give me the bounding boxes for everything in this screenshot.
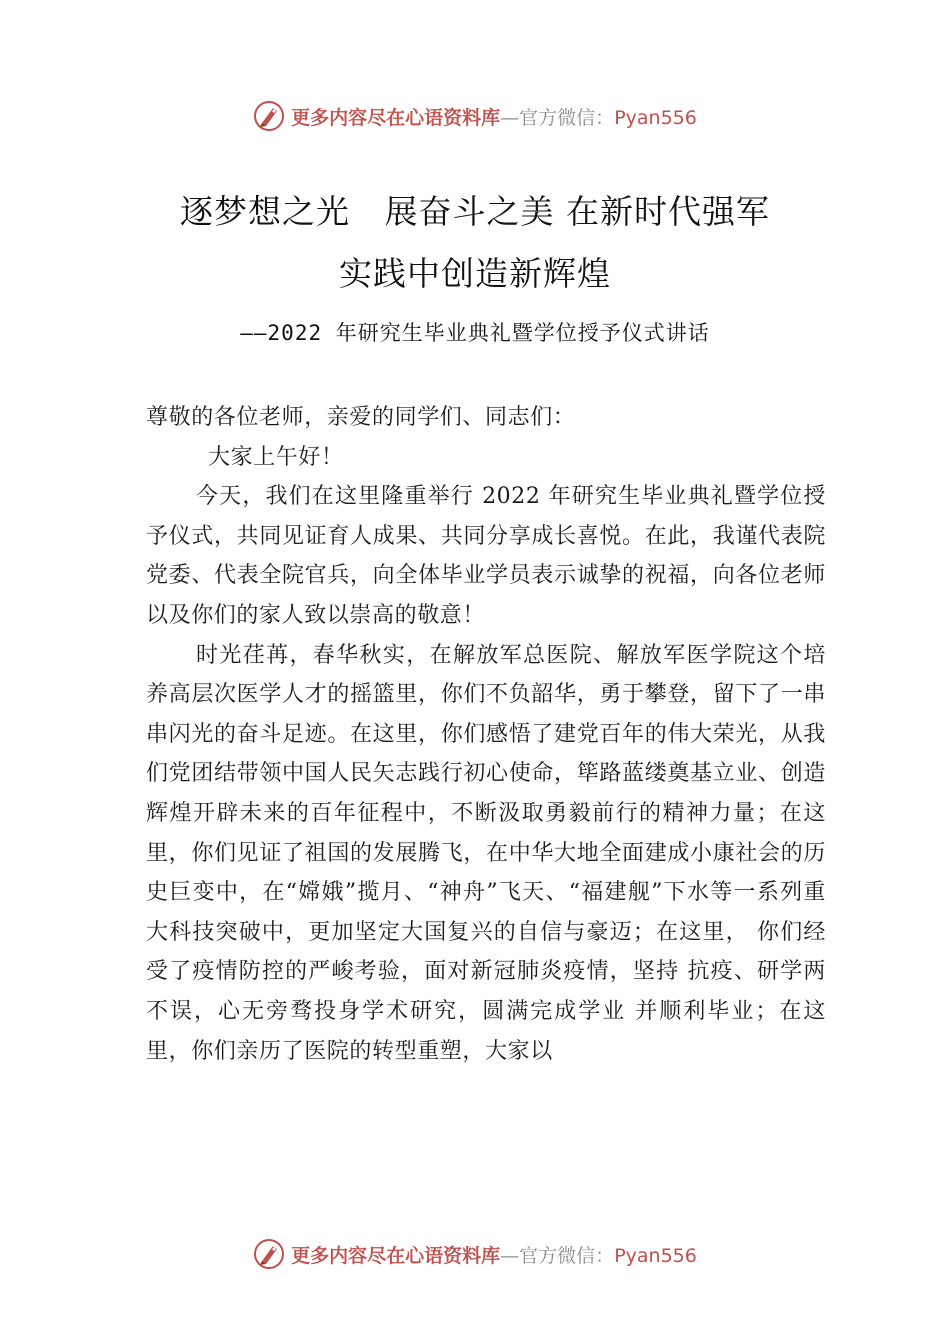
footer-separator-text: —官方微信：	[500, 1244, 615, 1267]
footer-main-text: 更多内容尽在心语资料库	[291, 1244, 501, 1267]
footer-wechat-id: Pyan556	[614, 1244, 697, 1267]
paragraph-1: 今天，我们在这里隆重举行 2022 年研究生毕业典礼暨学位授予仪式，共同见证育人成果、共同分享成长喜悦。在此，我谨代表院党委、代表全院官兵，向全体毕业学员表示诚挚的祝福，向各位老师以及你们的家人致以崇高的敬意！	[146, 484, 826, 628]
document-title-line1: 逐梦想之光 展奋斗之美 在新时代强军	[180, 192, 770, 231]
paragraph-2: 时光荏苒，春华秋实，在解放军总医院、解放军医学院这个培养高层次医学人才的摇篮里，你们不负韶华，勇于攀登，留下了一串串闪光的奋斗足迹。在这里，你们感悟了建党百年的伟大荣光，从我们党团结带领中国人民矢志践行初心使命，筚路蓝缕奠基立业、创造辉煌开辟未来的百年征程中，不断汲取勇毅前行的精神力量；在这里，你们见证了祖国的发展腾飞，在中华大地全面建成小康社会的历史巨变中，在“嫦娥”揽月、“神舟”飞天、“福建舰”下水等一系列重大科技突破中，更加坚定大国复兴的自信与豪迈；在这里， 你们经受了疫情防控的严峻考验，面对新冠肺炎疫情，坚持 抗疫、研学两不误，心无旁骛投身学术研究，圆满完成学业 并顺利毕业；在这里，你们亲历了医院的转型重塑，大家以	[146, 642, 826, 1064]
greeting: 大家上午好！	[208, 444, 344, 470]
footer-banner-text	[291, 1241, 697, 1268]
document-subtitle: ——2022 年研究生毕业典礼暨学位授予仪式讲话	[240, 321, 710, 345]
banner-main-text: 更多内容尽在心语资料库	[291, 106, 501, 129]
pen-nib-logo-icon	[253, 1238, 285, 1270]
footer-banner	[0, 1234, 950, 1274]
header-banner	[0, 96, 950, 136]
banner-separator-text: —官方微信：	[500, 106, 615, 129]
banner-text	[291, 103, 697, 130]
banner-wechat-id: Pyan556	[614, 106, 697, 129]
salutation: 尊敬的各位老师，亲爱的同学们、同志们：	[146, 405, 576, 430]
document-title-line2: 实践中创造新辉煌	[339, 254, 611, 293]
document-body	[146, 398, 826, 1071]
pen-nib-logo-icon	[253, 100, 285, 132]
